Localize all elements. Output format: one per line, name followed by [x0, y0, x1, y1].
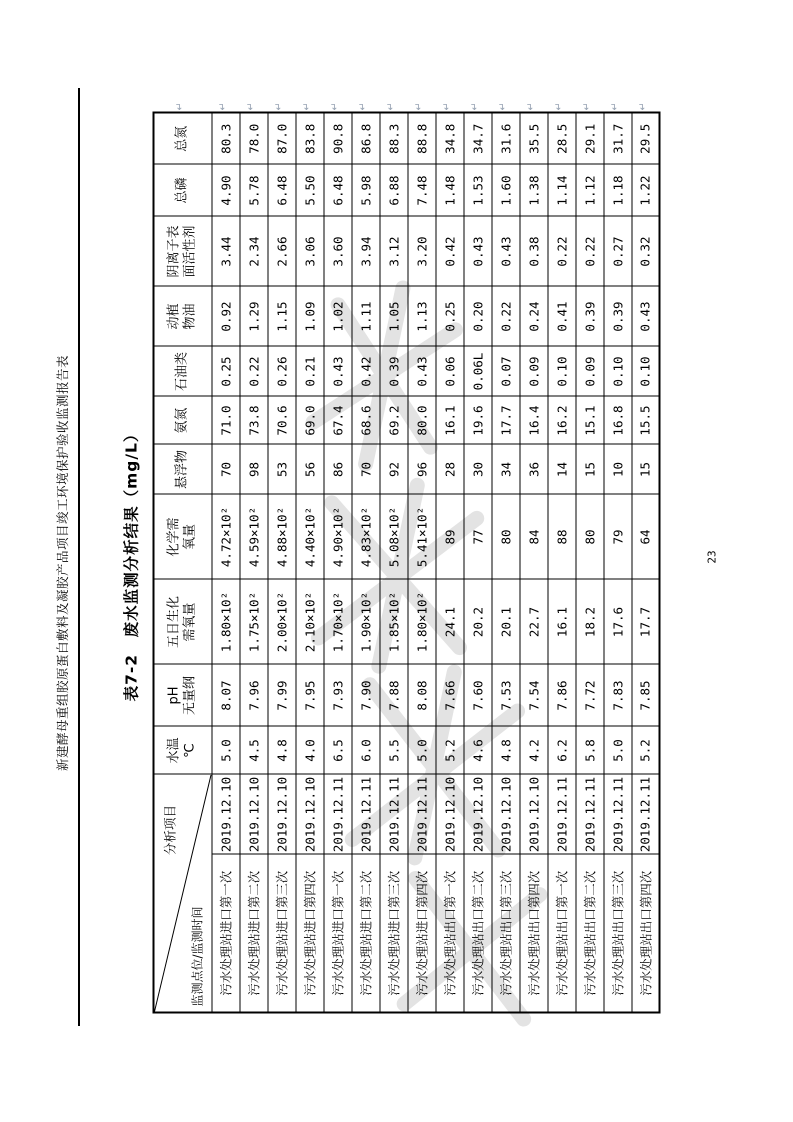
value-cell: 6.48: [324, 165, 352, 217]
row-label-cell: 污水处理站出口第四次: [632, 855, 660, 1013]
date-cell: 2019.12.10: [296, 775, 324, 855]
value-cell: 0.39: [604, 287, 632, 347]
value-cell: 5.2: [436, 727, 464, 775]
value-cell: 24.1: [436, 580, 464, 665]
row-end-mark-icon: ↵: [217, 102, 229, 111]
row-label-cell: 污水处理站进口第二次: [240, 855, 268, 1013]
value-cell: 15: [632, 445, 660, 495]
value-cell: 4.59×10²: [240, 495, 268, 580]
value-cell: 98: [240, 445, 268, 495]
value-cell: 31.6: [492, 113, 520, 165]
value-cell: 0.22: [548, 217, 576, 287]
date-cell: 2019.12.10: [268, 775, 296, 855]
row-label-cell: 污水处理站出口第二次: [576, 855, 604, 1013]
value-cell: 92: [380, 445, 408, 495]
value-cell: 2.00×10²: [268, 580, 296, 665]
date-cell: 2019.12.11: [324, 775, 352, 855]
header-cell-tp: 总磷: [154, 165, 212, 217]
value-cell: 69.2: [380, 397, 408, 445]
value-cell: 3.60: [324, 217, 352, 287]
value-cell: 7.96: [240, 665, 268, 727]
row-end-mark-icon: ↵: [273, 102, 285, 111]
value-cell: 1.02: [324, 287, 352, 347]
value-cell: 16.8: [604, 397, 632, 445]
table-row: [576, 113, 604, 1013]
value-cell: 0.10: [548, 347, 576, 397]
value-cell: 31.7: [604, 113, 632, 165]
value-cell: 1.13: [408, 287, 436, 347]
value-cell: 15.1: [576, 397, 604, 445]
value-cell: 2.66: [268, 217, 296, 287]
row-label-cell: 污水处理站出口第一次: [436, 855, 464, 1013]
value-cell: 3.06: [296, 217, 324, 287]
value-cell: 8.07: [212, 665, 240, 727]
value-cell: 4.90×10²: [324, 495, 352, 580]
value-cell: 0.09: [520, 347, 548, 397]
date-cell: 2019.12.11: [548, 775, 576, 855]
value-cell: 1.29: [240, 287, 268, 347]
row-label-cell: 污水处理站出口第三次: [492, 855, 520, 1013]
value-cell: 5.08×10²: [380, 495, 408, 580]
date-cell: 2019.12.10: [464, 775, 492, 855]
value-cell: 1.38: [520, 165, 548, 217]
header-cell-water-temp: 水温 ℃: [154, 727, 212, 775]
value-cell: 0.92: [212, 287, 240, 347]
results-table: [153, 112, 661, 1014]
value-cell: 77: [464, 495, 492, 580]
row-end-mark-icon: ↵: [441, 102, 453, 111]
value-cell: 87.0: [268, 113, 296, 165]
value-cell: 4.40×10²: [296, 495, 324, 580]
value-cell: 4.0: [296, 727, 324, 775]
row-label-cell: 污水处理站出口第三次: [604, 855, 632, 1013]
value-cell: 14: [548, 445, 576, 495]
table-row: [352, 113, 380, 1013]
value-cell: 84: [520, 495, 548, 580]
value-cell: 0.43: [324, 347, 352, 397]
value-cell: 10: [604, 445, 632, 495]
value-cell: 1.09: [296, 287, 324, 347]
value-cell: 7.60: [464, 665, 492, 727]
table-row: [268, 113, 296, 1013]
value-cell: 4.2: [520, 727, 548, 775]
row-end-mark-icon: ↵: [385, 102, 397, 111]
value-cell: 7.48: [408, 165, 436, 217]
value-cell: 6.48: [268, 165, 296, 217]
value-cell: 7.95: [296, 665, 324, 727]
value-cell: 86.8: [352, 113, 380, 165]
value-cell: 70.6: [268, 397, 296, 445]
value-cell: 0.27: [604, 217, 632, 287]
value-cell: 73.8: [240, 397, 268, 445]
value-cell: 71.0: [212, 397, 240, 445]
value-cell: 5.0: [212, 727, 240, 775]
date-cell: 2019.12.10: [436, 775, 464, 855]
value-cell: 5.8: [576, 727, 604, 775]
value-cell: 29.1: [576, 113, 604, 165]
row-label-cell: 污水处理站出口第二次: [464, 855, 492, 1013]
value-cell: 6.88: [380, 165, 408, 217]
row-label-cell: 污水处理站进口第四次: [408, 855, 436, 1013]
value-cell: 96: [408, 445, 436, 495]
value-cell: 34.8: [436, 113, 464, 165]
value-cell: 4.5: [240, 727, 268, 775]
value-cell: 15: [576, 445, 604, 495]
value-cell: 4.83×10²: [352, 495, 380, 580]
row-end-mark-icon: ↵: [301, 102, 313, 111]
value-cell: 6.0: [352, 727, 380, 775]
value-cell: 7.99: [268, 665, 296, 727]
table-row: [212, 113, 240, 1013]
value-cell: 3.94: [352, 217, 380, 287]
value-cell: 1.12: [576, 165, 604, 217]
value-cell: 35.5: [520, 113, 548, 165]
value-cell: 88: [548, 495, 576, 580]
value-cell: 0.21: [296, 347, 324, 397]
value-cell: 6.2: [548, 727, 576, 775]
value-cell: 0.25: [212, 347, 240, 397]
value-cell: 7.72: [576, 665, 604, 727]
row-end-mark-icon: ↵: [174, 102, 186, 111]
value-cell: 0.24: [520, 287, 548, 347]
row-end-mark-icon: ↵: [609, 102, 621, 111]
header-cell-ph: pH 无量纲: [154, 665, 212, 727]
value-cell: 22.7: [520, 580, 548, 665]
value-cell: 53: [268, 445, 296, 495]
value-cell: 1.22: [632, 165, 660, 217]
value-cell: 7.83: [604, 665, 632, 727]
value-cell: 5.5: [380, 727, 408, 775]
value-cell: 36: [520, 445, 548, 495]
value-cell: 1.60: [492, 165, 520, 217]
diagonal-label-top: 分析项目: [162, 805, 178, 856]
value-cell: 0.42: [436, 217, 464, 287]
document-header: 新建酵母重组胶原蛋白敷料及凝胶产品项目竣工环境保护验收监测报告表: [55, 354, 70, 772]
header-underline: [78, 88, 80, 1026]
value-cell: 34: [492, 445, 520, 495]
value-cell: 7.90: [352, 665, 380, 727]
value-cell: 0.10: [604, 347, 632, 397]
header-cell-cod: 化学需 氧量: [154, 495, 212, 580]
value-cell: 0.32: [632, 217, 660, 287]
value-cell: 1.85×10²: [380, 580, 408, 665]
header-cell-nh3n: 氨氮: [154, 397, 212, 445]
row-end-mark-icon: ↵: [357, 102, 369, 111]
value-cell: 79: [604, 495, 632, 580]
row-end-mark-icon: ↵: [469, 102, 481, 111]
value-cell: 4.72×10²: [212, 495, 240, 580]
table-row: [408, 113, 436, 1013]
value-cell: 68.6: [352, 397, 380, 445]
value-cell: 0.38: [520, 217, 548, 287]
value-cell: 1.90×10²: [352, 580, 380, 665]
value-cell: 15.5: [632, 397, 660, 445]
header-cell-petroleum: 石油类: [154, 347, 212, 397]
row-end-mark-icon: ↵: [553, 102, 565, 111]
value-cell: 5.98: [352, 165, 380, 217]
value-cell: 67.4: [324, 397, 352, 445]
table-row: [324, 113, 352, 1013]
row-label-cell: 污水处理站进口第四次: [296, 855, 324, 1013]
table-body: [154, 113, 660, 1013]
value-cell: 18.2: [576, 580, 604, 665]
value-cell: 5.2: [632, 727, 660, 775]
value-cell: 1.70×10²: [324, 580, 352, 665]
value-cell: 83.8: [296, 113, 324, 165]
value-cell: 4.90: [212, 165, 240, 217]
value-cell: 1.05: [380, 287, 408, 347]
header-row: [154, 113, 212, 1013]
header-cell-bod5: 五日生化 需氧量: [154, 580, 212, 665]
value-cell: 80: [492, 495, 520, 580]
value-cell: 0.39: [380, 347, 408, 397]
value-cell: 86: [324, 445, 352, 495]
table-row: [240, 113, 268, 1013]
value-cell: 0.43: [464, 217, 492, 287]
row-end-mark-icon: ↵: [329, 102, 341, 111]
date-cell: 2019.12.11: [576, 775, 604, 855]
value-cell: 7.54: [520, 665, 548, 727]
value-cell: 1.15: [268, 287, 296, 347]
date-cell: 2019.12.10: [212, 775, 240, 855]
row-end-mark-icon: ↵: [581, 102, 593, 111]
value-cell: 7.66: [436, 665, 464, 727]
value-cell: 89: [436, 495, 464, 580]
value-cell: 6.5: [324, 727, 352, 775]
value-cell: 0.20: [464, 287, 492, 347]
value-cell: 3.12: [380, 217, 408, 287]
value-cell: 17.7: [492, 397, 520, 445]
value-cell: 16.1: [436, 397, 464, 445]
table-row: [296, 113, 324, 1013]
value-cell: 7.85: [632, 665, 660, 727]
date-cell: 2019.12.10: [520, 775, 548, 855]
value-cell: 0.06: [436, 347, 464, 397]
value-cell: 4.8: [268, 727, 296, 775]
header-cell-ss: 悬浮物: [154, 445, 212, 495]
value-cell: 7.53: [492, 665, 520, 727]
value-cell: 20.1: [492, 580, 520, 665]
value-cell: 70: [212, 445, 240, 495]
value-cell: 1.14: [548, 165, 576, 217]
value-cell: 19.6: [464, 397, 492, 445]
header-cell-tn: 总氮: [154, 113, 212, 165]
date-cell: 2019.12.11: [352, 775, 380, 855]
date-cell: 2019.12.11: [380, 775, 408, 855]
value-cell: 1.80×10²: [408, 580, 436, 665]
value-cell: 28: [436, 445, 464, 495]
page-number: 23: [705, 550, 719, 564]
value-cell: 0.43: [632, 287, 660, 347]
value-cell: 5.50: [296, 165, 324, 217]
value-cell: 8.08: [408, 665, 436, 727]
table-row: [492, 113, 520, 1013]
date-cell: 2019.12.11: [408, 775, 436, 855]
value-cell: 3.20: [408, 217, 436, 287]
date-cell: 2019.12.11: [604, 775, 632, 855]
diagonal-header-cell: [154, 775, 212, 1013]
value-cell: 70: [352, 445, 380, 495]
value-cell: 17.7: [632, 580, 660, 665]
table-row: [380, 113, 408, 1013]
row-end-mark-icon: ↵: [413, 102, 425, 111]
value-cell: 90.8: [324, 113, 352, 165]
value-cell: 80.0: [408, 397, 436, 445]
value-cell: 5.0: [604, 727, 632, 775]
value-cell: 0.10: [632, 347, 660, 397]
value-cell: 4.8: [492, 727, 520, 775]
value-cell: 17.6: [604, 580, 632, 665]
value-cell: 80: [576, 495, 604, 580]
value-cell: 1.75×10²: [240, 580, 268, 665]
row-end-marks: [108, 95, 659, 111]
value-cell: 0.42: [352, 347, 380, 397]
value-cell: 69.0: [296, 397, 324, 445]
table-row: [632, 113, 660, 1013]
value-cell: 1.80×10²: [212, 580, 240, 665]
value-cell: 5.78: [240, 165, 268, 217]
value-cell: 20.2: [464, 580, 492, 665]
table-row: [520, 113, 548, 1013]
value-cell: 0.09: [576, 347, 604, 397]
value-cell: 16.1: [548, 580, 576, 665]
value-cell: 0.41: [548, 287, 576, 347]
row-label-cell: 污水处理站进口第一次: [212, 855, 240, 1013]
value-cell: 0.39: [576, 287, 604, 347]
row-end-mark-icon: ↵: [497, 102, 509, 111]
value-cell: 0.22: [492, 287, 520, 347]
date-cell: 2019.12.10: [492, 775, 520, 855]
value-cell: 4.6: [464, 727, 492, 775]
value-cell: 7.93: [324, 665, 352, 727]
value-cell: 4.88×10²: [268, 495, 296, 580]
value-cell: 34.7: [464, 113, 492, 165]
value-cell: 2.34: [240, 217, 268, 287]
value-cell: 1.11: [352, 287, 380, 347]
header-cell-animal-oil: 动植 物油: [154, 287, 212, 347]
header-cell-surfactant: 阴离子表 面活性剂: [154, 217, 212, 287]
value-cell: 0.22: [576, 217, 604, 287]
table-row: [436, 113, 464, 1013]
value-cell: 0.25: [436, 287, 464, 347]
value-cell: 0.43: [408, 347, 436, 397]
row-label-cell: 污水处理站出口第四次: [520, 855, 548, 1013]
value-cell: 5.41×10²: [408, 495, 436, 580]
value-cell: 0.07: [492, 347, 520, 397]
value-cell: 64: [632, 495, 660, 580]
table-row: [464, 113, 492, 1013]
value-cell: 80.3: [212, 113, 240, 165]
value-cell: 0.26: [268, 347, 296, 397]
value-cell: 78.0: [240, 113, 268, 165]
table-row: [604, 113, 632, 1013]
value-cell: 88.3: [380, 113, 408, 165]
value-cell: 16.4: [520, 397, 548, 445]
row-label-cell: 污水处理站进口第一次: [324, 855, 352, 1013]
value-cell: 30: [464, 445, 492, 495]
row-label-cell: 污水处理站进口第二次: [352, 855, 380, 1013]
row-end-mark-icon: ↵: [637, 102, 649, 111]
value-cell: 28.5: [548, 113, 576, 165]
value-cell: 16.2: [548, 397, 576, 445]
value-cell: 88.8: [408, 113, 436, 165]
date-cell: 2019.12.11: [632, 775, 660, 855]
value-cell: 0.43: [492, 217, 520, 287]
value-cell: 3.44: [212, 217, 240, 287]
value-cell: 0.06L: [464, 347, 492, 397]
row-label-cell: 污水处理站进口第三次: [380, 855, 408, 1013]
table-row: [548, 113, 576, 1013]
date-cell: 2019.12.10: [240, 775, 268, 855]
value-cell: 56: [296, 445, 324, 495]
value-cell: 7.88: [380, 665, 408, 727]
row-label-cell: 污水处理站进口第三次: [268, 855, 296, 1013]
value-cell: 1.48: [436, 165, 464, 217]
value-cell: 1.53: [464, 165, 492, 217]
row-end-mark-icon: ↵: [525, 102, 537, 111]
rotated-table-sheet: [108, 102, 659, 1014]
row-end-mark-icon: ↵: [245, 102, 257, 111]
row-label-cell: 污水处理站出口第一次: [548, 855, 576, 1013]
value-cell: 1.18: [604, 165, 632, 217]
value-cell: 7.86: [548, 665, 576, 727]
value-cell: 2.10×10²: [296, 580, 324, 665]
diagonal-label-bottom: 监测点位/监测时间: [190, 906, 204, 1007]
table-title: 表7-2 废水监测分析结果（mg/L）: [122, 425, 141, 702]
value-cell: 5.0: [408, 727, 436, 775]
value-cell: 0.22: [240, 347, 268, 397]
value-cell: 29.5: [632, 113, 660, 165]
